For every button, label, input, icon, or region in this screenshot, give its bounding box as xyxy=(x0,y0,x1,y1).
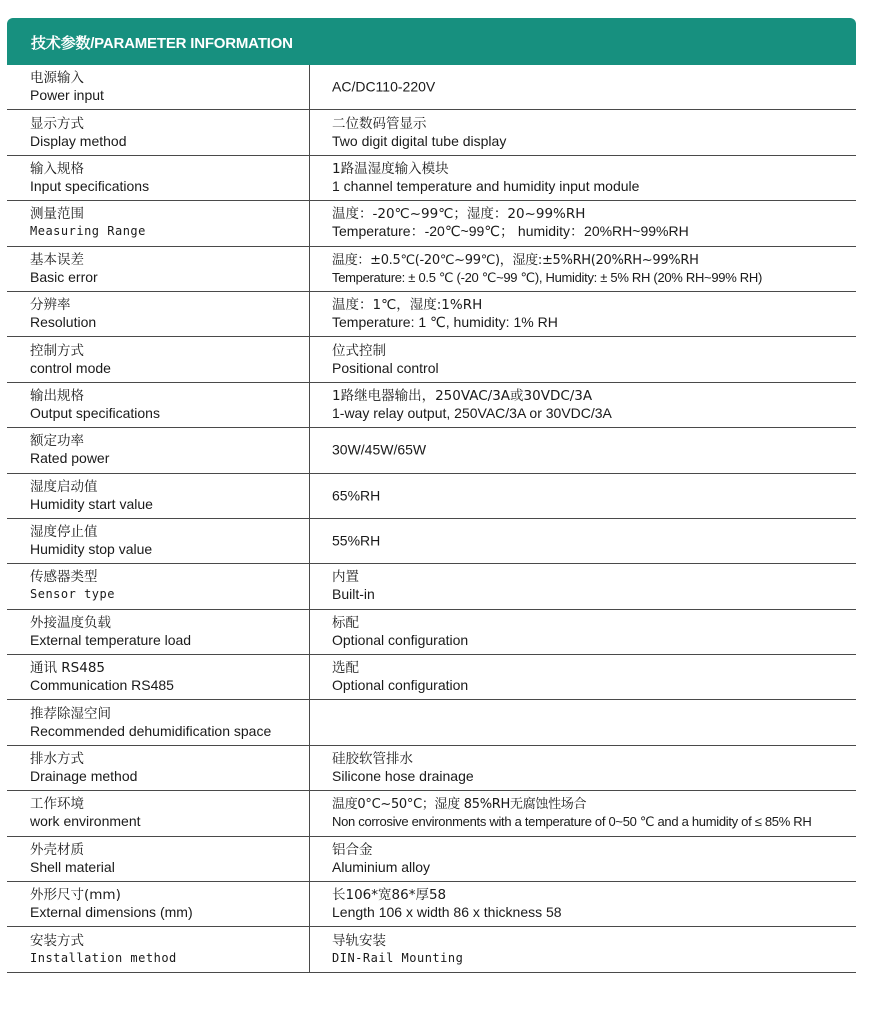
param-value-en: Silicone hose drainage xyxy=(332,768,474,785)
param-label-cn: 排水方式 xyxy=(30,751,84,768)
param-label-cn: 控制方式 xyxy=(30,342,84,359)
param-value-en: Length 106 x width 86 x thickness 58 xyxy=(332,904,562,921)
param-value-en: 65%RH xyxy=(332,487,381,504)
column-divider xyxy=(309,791,310,835)
param-value-en: Optional configuration xyxy=(332,677,469,694)
param-label-en: Sensor type xyxy=(30,587,115,602)
param-value-en: Positional control xyxy=(332,359,439,376)
param-value-en: Optional configuration xyxy=(332,631,469,648)
param-value-cn: 位式控制 xyxy=(332,342,386,359)
param-value xyxy=(332,933,856,967)
param-value-en: Aluminium alloy xyxy=(332,858,431,875)
table-row-sensor-type xyxy=(7,564,856,609)
column-divider xyxy=(309,700,310,744)
param-label-en: Rated power xyxy=(30,450,110,467)
param-label-en: External temperature load xyxy=(30,631,192,648)
param-value-en: 30W/45W/65W xyxy=(332,441,427,458)
param-value-en: AC/DC110-220V xyxy=(332,78,436,95)
param-value xyxy=(332,660,856,694)
column-divider xyxy=(309,383,310,427)
column-divider xyxy=(309,65,310,109)
table-row-dehumidification-space xyxy=(7,700,856,745)
param-label xyxy=(30,842,305,876)
param-value-cn: 硅胶软管排水 xyxy=(332,751,413,768)
param-value xyxy=(332,206,856,240)
param-label xyxy=(30,796,305,830)
param-label-en: Shell material xyxy=(30,858,115,875)
param-label-en: work environment xyxy=(30,813,141,830)
column-divider xyxy=(309,474,310,518)
table-row-work-environment xyxy=(7,791,856,836)
column-divider xyxy=(309,247,310,291)
param-value xyxy=(332,615,856,649)
column-divider xyxy=(309,292,310,336)
param-value xyxy=(332,842,856,876)
param-value xyxy=(332,297,856,331)
param-label-cn: 额定功率 xyxy=(30,433,84,450)
param-value xyxy=(332,116,856,150)
param-label-cn: 通讯 RS485 xyxy=(30,660,106,677)
column-divider xyxy=(309,610,310,654)
param-value-cn: 内置 xyxy=(332,569,359,586)
table-row-measuring-range xyxy=(7,201,856,246)
table-row-control-mode xyxy=(7,337,856,382)
param-label-cn: 传感器类型 xyxy=(30,569,98,586)
param-label xyxy=(30,479,305,513)
table-row-external-temperature-load xyxy=(7,610,856,655)
param-value-cn: 标配 xyxy=(332,614,359,631)
column-divider xyxy=(309,837,310,881)
param-label-en: Resolution xyxy=(30,314,97,331)
param-value xyxy=(332,442,856,459)
param-label xyxy=(30,70,305,104)
column-divider xyxy=(309,927,310,971)
param-label xyxy=(30,933,305,967)
param-label xyxy=(30,660,305,694)
param-value-en: DIN-Rail Mounting xyxy=(332,950,464,965)
param-label-en: Installation method xyxy=(30,950,177,965)
param-label-cn: 安装方式 xyxy=(30,932,84,949)
param-value-en: 1-way relay output, 250VAC/3A or 30VDC/3A xyxy=(332,404,612,421)
param-label-en: Basic error xyxy=(30,268,98,285)
column-divider xyxy=(309,428,310,472)
param-label-cn: 湿度启动值 xyxy=(30,478,98,495)
param-label xyxy=(30,161,305,195)
table-row-communication-rs485 xyxy=(7,655,856,700)
table-row-rated-power xyxy=(7,428,856,473)
table-row-resolution xyxy=(7,292,856,337)
table-row-basic-error xyxy=(7,247,856,292)
param-label-en: Input specifications xyxy=(30,177,150,194)
column-divider xyxy=(309,156,310,200)
param-value xyxy=(332,252,856,286)
param-label xyxy=(30,433,305,467)
param-label-en: Output specifications xyxy=(30,404,160,421)
param-label-cn: 分辨率 xyxy=(30,297,71,314)
param-label xyxy=(30,887,305,921)
param-label-en: Humidity start value xyxy=(30,495,153,512)
param-value xyxy=(332,751,856,785)
param-label-cn: 输入规格 xyxy=(30,160,84,177)
param-label-cn: 测量范围 xyxy=(30,206,84,223)
table-row-display-method xyxy=(7,110,856,155)
table-row-humidity-start xyxy=(7,474,856,519)
param-label xyxy=(30,297,305,331)
column-divider xyxy=(309,746,310,790)
param-label xyxy=(30,569,305,603)
table-row-humidity-stop xyxy=(7,519,856,564)
param-label-en: Display method xyxy=(30,132,127,149)
column-divider xyxy=(309,337,310,381)
param-value-cn: 温度：-20℃~99℃；湿度：20~99%RH xyxy=(332,206,586,223)
param-label-cn: 外壳材质 xyxy=(30,841,84,858)
header-title: 技术参数/PARAMETER INFORMATION xyxy=(31,35,293,52)
param-value xyxy=(332,569,856,603)
param-label-cn: 外形尺寸(mm) xyxy=(30,887,121,904)
param-label xyxy=(30,615,305,649)
table-row-output-specifications xyxy=(7,383,856,428)
param-label-cn: 湿度停止值 xyxy=(30,524,98,541)
param-value-cn: 1路继电器输出，250VAC/3A或30VDC/3A xyxy=(332,387,593,404)
param-value xyxy=(332,388,856,422)
param-label-cn: 输出规格 xyxy=(30,387,84,404)
param-value-en: 55%RH xyxy=(332,532,381,549)
param-value xyxy=(332,161,856,195)
param-label xyxy=(30,706,305,740)
param-label-en: Recommended dehumidification space xyxy=(30,722,272,739)
param-value-en: Temperature: ± 0.5 ℃ (-20 ℃~99 ℃), Humidity: ± 5% RH (20% RH~99% RH) xyxy=(332,269,762,285)
table-row-input-specifications xyxy=(7,156,856,201)
param-label-en: Measuring Range xyxy=(30,224,146,239)
param-label-en: Humidity stop value xyxy=(30,541,153,558)
param-value-cn: 二位数码管显示 xyxy=(332,115,427,132)
column-divider xyxy=(309,519,310,563)
column-divider xyxy=(309,655,310,699)
param-value-en: Temperature: 1 ℃, humidity: 1% RH xyxy=(332,314,558,331)
parameter-table xyxy=(7,65,856,973)
param-value-en: Two digit digital tube display xyxy=(332,132,507,149)
param-label-en: Communication RS485 xyxy=(30,677,174,694)
param-label xyxy=(30,252,305,286)
table-row-drainage-method xyxy=(7,746,856,791)
param-value xyxy=(332,533,856,550)
param-value-en: Built-in xyxy=(332,586,375,603)
param-label xyxy=(30,116,305,150)
param-value-cn: 温度：1℃，湿度:1%RH xyxy=(332,297,483,314)
table-header xyxy=(7,18,856,65)
param-label-cn: 推荐除湿空间 xyxy=(30,705,111,722)
param-value xyxy=(332,343,856,377)
param-label-cn: 显示方式 xyxy=(30,115,84,132)
param-label-en: control mode xyxy=(30,359,111,376)
param-label-cn: 工作环境 xyxy=(30,796,84,813)
param-label-cn: 外接温度负载 xyxy=(30,614,111,631)
param-value xyxy=(332,79,856,96)
param-value-cn: 长106*宽86*厚58 xyxy=(332,887,447,904)
param-value-cn: 温度0°C~50°C；湿度 85%RH无腐蚀性场合 xyxy=(332,797,587,813)
column-divider xyxy=(309,201,310,245)
param-value xyxy=(332,487,856,504)
param-label-en: External dimensions (mm) xyxy=(30,904,193,921)
table-row-power-input xyxy=(7,65,856,110)
param-value-en: 1 channel temperature and humidity input module xyxy=(332,177,640,194)
param-label-en: Power input xyxy=(30,87,104,104)
param-value-cn: 导轨安装 xyxy=(332,932,386,949)
param-value-en: Non corrosive environments with a temperature of 0~50 ℃ and a humidity of ≤ 85% RH xyxy=(332,814,812,830)
param-value-cn: 选配 xyxy=(332,660,359,677)
param-label-cn: 基本误差 xyxy=(30,251,84,268)
param-label-en: Drainage method xyxy=(30,768,138,785)
param-value-cn: 铝合金 xyxy=(332,841,373,858)
param-label xyxy=(30,524,305,558)
table-row-shell-material xyxy=(7,837,856,882)
param-value-en: Temperature：-20℃~99℃； humidity：20%RH~99%RH xyxy=(332,223,689,240)
table-row-external-dimensions xyxy=(7,882,856,927)
param-value xyxy=(332,796,856,830)
column-divider xyxy=(309,882,310,926)
param-value-cn: 1路温湿度输入模块 xyxy=(332,160,449,177)
column-divider xyxy=(309,564,310,608)
param-value-cn: 温度：±0.5℃(-20℃~99℃)，湿度:±5%RH(20%RH~99%RH xyxy=(332,252,699,268)
param-label xyxy=(30,751,305,785)
table-row-installation-method xyxy=(7,927,856,972)
column-divider xyxy=(309,110,310,154)
param-label xyxy=(30,206,305,240)
param-value xyxy=(332,887,856,921)
param-label xyxy=(30,388,305,422)
param-label xyxy=(30,343,305,377)
param-label-cn: 电源输入 xyxy=(30,70,84,87)
